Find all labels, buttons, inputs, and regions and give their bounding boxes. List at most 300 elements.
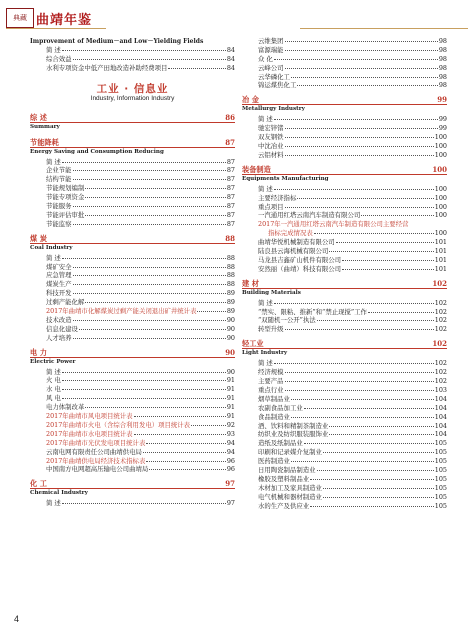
- entry-page: 87: [226, 210, 235, 219]
- entry-title: 橡胶及塑料制品业: [258, 474, 310, 483]
- entry-page: 104: [434, 412, 447, 421]
- entry-page: 98: [438, 45, 447, 54]
- entry-page: 94: [226, 447, 235, 456]
- toc-entry: [242, 210, 447, 219]
- dot-leader: [317, 470, 434, 471]
- toc-entry: [242, 412, 447, 421]
- dot-leader: [310, 479, 434, 480]
- toc-entry: [242, 255, 447, 264]
- entry-page: 104: [434, 421, 447, 430]
- section-page: 88: [225, 233, 235, 243]
- dot-leader: [85, 302, 226, 303]
- dot-leader: [62, 162, 226, 163]
- entry-page: 98: [438, 81, 447, 90]
- header-rule: [6, 28, 106, 29]
- toc-entry: [242, 298, 447, 307]
- entry-title: 节能专项资金: [46, 193, 85, 202]
- dot-leader: [297, 85, 438, 86]
- entry-title: 经济规模: [258, 368, 284, 377]
- section-heading: [30, 234, 235, 244]
- entry-page: 100: [434, 193, 447, 202]
- toc-entry: [242, 54, 447, 63]
- dot-leader: [62, 503, 226, 504]
- entry-page: 100: [434, 211, 447, 220]
- toc-entry: [242, 246, 447, 255]
- toc-entry: [242, 315, 447, 324]
- toc-entry: [30, 63, 235, 72]
- toc-entry: [242, 132, 447, 141]
- toc-entry: [242, 501, 447, 510]
- toc-entry: [242, 492, 447, 501]
- entry-page: 90: [226, 315, 235, 324]
- entry-page: 102: [434, 325, 447, 334]
- section-heading: [242, 95, 447, 105]
- entry-title: 重点行业: [258, 385, 284, 394]
- entry-page: 98: [438, 63, 447, 72]
- toc-entry: [30, 157, 235, 166]
- entry-title: 云峰公司: [258, 63, 284, 72]
- entry-title: 食品制造业: [258, 412, 290, 421]
- section-english-title: Equipments Manufacturing: [242, 175, 329, 182]
- entry-page: 87: [226, 219, 235, 228]
- dot-leader: [304, 408, 434, 409]
- entry-title: 驰宏锌锗: [258, 124, 284, 133]
- entry-page: 88: [226, 253, 235, 262]
- section-page: 90: [225, 347, 235, 357]
- entry-title: 过剩产能化解: [46, 298, 85, 307]
- dot-leader: [85, 197, 226, 198]
- entry-title: 酒、饮料和精制茶制造业: [258, 421, 329, 430]
- entry-page: 84: [226, 54, 235, 63]
- toc-entry: [242, 63, 447, 72]
- entry-page: 91: [226, 394, 235, 403]
- section-title: 电 力: [30, 347, 47, 357]
- section-heading: [30, 479, 235, 489]
- toc-entry: [30, 402, 235, 411]
- toc-entry: [30, 367, 235, 376]
- dot-leader: [329, 434, 434, 435]
- entry-page: 101: [434, 238, 447, 247]
- dot-leader: [62, 50, 226, 51]
- dot-leader: [85, 188, 226, 189]
- dot-leader: [73, 284, 226, 285]
- entry-page: 105: [434, 492, 447, 501]
- dot-leader: [134, 416, 226, 417]
- page-header: [0, 0, 468, 30]
- entry-page: 105: [434, 474, 447, 483]
- dot-leader: [285, 329, 434, 330]
- entry-page: 101: [434, 255, 447, 264]
- dot-leader: [323, 488, 434, 489]
- entry-page: 98: [438, 72, 447, 81]
- entry-title: 云南电网有限责任公司曲靖供电局: [46, 447, 142, 456]
- entry-page: 100: [434, 202, 447, 211]
- dot-leader: [297, 198, 433, 199]
- entry-title: 中沈冶业: [258, 142, 284, 151]
- section-title: 装备制造: [242, 164, 271, 174]
- dot-leader: [197, 311, 225, 312]
- dot-leader: [285, 41, 438, 42]
- toc-entry: [30, 36, 235, 45]
- dot-leader: [149, 469, 226, 470]
- dot-leader: [291, 417, 434, 418]
- toc-entry: [30, 411, 235, 420]
- entry-title: 2017年曲靖市水电项目统计表: [46, 429, 133, 438]
- section-title: 节能降耗: [30, 137, 59, 147]
- section-heading: [242, 165, 447, 175]
- entry-title: 陆良县云海机械有限公司: [258, 247, 329, 256]
- entry-page: 104: [434, 394, 447, 403]
- dot-leader: [310, 506, 434, 507]
- entry-title: 结构节能: [46, 175, 72, 184]
- toc-entry: [242, 474, 447, 483]
- entry-title: 节能服务: [46, 202, 72, 211]
- dot-leader: [134, 434, 226, 435]
- entry-title: 风 电: [46, 394, 61, 403]
- toc-entry: [30, 174, 235, 183]
- dot-leader: [73, 179, 226, 180]
- dot-leader: [274, 119, 438, 120]
- section-page: 87: [225, 137, 235, 147]
- toc-entry: [30, 375, 235, 384]
- entry-title: 煤炭生产: [46, 280, 72, 289]
- section-english-title: Energy Saving and Consumption Reducing: [30, 148, 164, 155]
- toc-entry: [30, 279, 235, 288]
- entry-page: 105: [434, 448, 447, 457]
- part-title: 工业 · 信息业: [96, 82, 169, 95]
- entry-page: 87: [226, 157, 235, 166]
- entry-title: 曲靖华悦机械制造有限公司: [258, 238, 335, 247]
- dot-leader: [317, 320, 434, 321]
- entry-page: 84: [226, 63, 235, 72]
- toc-entry: [30, 270, 235, 279]
- toc-entry: [242, 456, 447, 465]
- entry-title: 一汽通用红塔云南汽车制造有限公司: [258, 211, 361, 220]
- section-title: 建 材: [242, 278, 259, 288]
- entry-title: “禁实、限粘、推新”和“禁止现搅”工作: [258, 307, 367, 316]
- entry-page: 104: [434, 430, 447, 439]
- toc-entry: [30, 393, 235, 402]
- toc-entry: [30, 447, 235, 456]
- dot-leader: [285, 381, 434, 382]
- entry-title: 简 述: [258, 115, 273, 124]
- toc-entry: [242, 376, 447, 385]
- entry-title: 转型升级: [258, 325, 284, 334]
- toc-entry: [30, 183, 235, 192]
- entry-page: 90: [226, 367, 235, 376]
- entry-page: 100: [434, 150, 447, 159]
- entry-title: 节能评估审批: [46, 210, 85, 219]
- toc-entry: [242, 394, 447, 403]
- toc-entry: [30, 45, 235, 54]
- dot-leader: [285, 207, 434, 208]
- section-english-title: Summary: [30, 123, 60, 130]
- toc-entry: [30, 384, 235, 393]
- entry-title: 电力体制改革: [46, 403, 85, 412]
- entry-page: 101: [434, 247, 447, 256]
- toc-entry: [30, 306, 235, 315]
- section-page: 99: [437, 95, 447, 105]
- entry-page: 92: [226, 420, 235, 429]
- toc-entry: [242, 184, 447, 193]
- entry-title: 云维集团: [258, 37, 284, 45]
- toc-entry: [30, 456, 235, 465]
- entry-title: 富源瑞能: [258, 45, 284, 54]
- toc-entry: [242, 36, 447, 45]
- entry-page: 89: [226, 289, 235, 298]
- dot-leader: [73, 59, 226, 60]
- section-title: 化 工: [30, 479, 47, 489]
- entry-title: 云华磷化工: [258, 72, 290, 81]
- toc-entry: [30, 262, 235, 271]
- entry-title: 简 述: [46, 253, 61, 262]
- dot-leader: [62, 372, 226, 373]
- entry-title: 纺织业及纺织服装服饰业: [258, 430, 329, 439]
- entry-title: 企业节能: [46, 166, 72, 175]
- toc-entry: [30, 219, 235, 228]
- section-heading: [242, 339, 447, 349]
- entry-page: 104: [434, 403, 447, 412]
- entry-page: 93: [226, 429, 235, 438]
- section-page: 86: [225, 112, 235, 122]
- toc-entry: [30, 333, 235, 342]
- toc-entry: [30, 420, 235, 429]
- entry-page: 96: [226, 465, 235, 474]
- toc-entry: [30, 210, 235, 219]
- dot-leader: [62, 389, 226, 390]
- header-rule-right: [300, 28, 468, 29]
- entry-title: 2017年曲靖市火电（含综合利用发电）项目统计表: [46, 420, 191, 429]
- entry-page: 84: [226, 45, 235, 54]
- toc-entry: [30, 438, 235, 447]
- toc-entry: [242, 421, 447, 430]
- toc-entry: [242, 465, 447, 474]
- entry-title: 简 述: [46, 157, 61, 166]
- entry-title: 节能监察: [46, 219, 72, 228]
- entry-page: 94: [226, 438, 235, 447]
- toc-entry: [30, 253, 235, 262]
- toc-entry: [242, 219, 447, 228]
- entry-title: “双随机一公开”执法: [258, 316, 316, 325]
- entry-page: 105: [434, 439, 447, 448]
- section-page: 100: [432, 164, 447, 174]
- toc-entry: [242, 358, 447, 367]
- entry-page: 88: [226, 271, 235, 280]
- entry-title: 医药制造业: [258, 457, 290, 466]
- entry-title: 水 电: [46, 385, 61, 394]
- toc-entry: [242, 264, 447, 273]
- dot-leader: [285, 137, 434, 138]
- entry-page: 100: [434, 142, 447, 151]
- dot-leader: [291, 77, 438, 78]
- toc-entry: [242, 193, 447, 202]
- dot-leader: [304, 443, 434, 444]
- entry-title: 2017年曲靖供电局经济技术指标表: [46, 456, 146, 465]
- section-page: 102: [432, 339, 447, 349]
- section-title: 轻工业: [242, 339, 264, 349]
- section-english-title: Metallurgy Industry: [242, 106, 305, 113]
- entry-page: 96: [226, 456, 235, 465]
- entry-title: 马龙县吉鑫矿山机件有限公司: [258, 255, 342, 264]
- entry-page: 87: [226, 175, 235, 184]
- toc-entry: [242, 483, 447, 492]
- dot-leader: [285, 372, 434, 373]
- toc-right-column: [242, 36, 447, 509]
- entry-title: 2017年曲靖市化解煤炭过剩产能关闭退出矿井统计表: [46, 307, 197, 316]
- entry-page: 89: [226, 307, 235, 316]
- entry-page: 105: [434, 501, 447, 510]
- dot-leader: [342, 260, 434, 261]
- entry-title: 重点项目: [258, 202, 284, 211]
- dot-leader: [274, 189, 434, 190]
- entry-title: 安然丽（曲靖）科技有限公司: [258, 264, 342, 273]
- entry-title: 云铝材料: [258, 150, 284, 159]
- toc-entry: [30, 201, 235, 210]
- entry-page: 102: [434, 298, 447, 307]
- toc-entry: [242, 80, 447, 89]
- entry-page: 91: [226, 376, 235, 385]
- dot-leader: [73, 338, 226, 339]
- entry-page: 97: [226, 499, 235, 508]
- entry-title: 2017年曲靖市光伏发电项目统计表: [46, 438, 146, 447]
- toc-entry: [30, 54, 235, 63]
- entry-page: 89: [226, 298, 235, 307]
- section-english-title: Electric Power: [30, 358, 76, 365]
- dot-leader: [73, 170, 226, 171]
- dot-leader: [336, 242, 434, 243]
- entry-title: 简 述: [46, 367, 61, 376]
- dot-leader: [79, 329, 226, 330]
- section-english-title: Coal Industry: [30, 244, 73, 251]
- entry-page: 100: [434, 133, 447, 142]
- entry-title: 中国南方电网超高压输电公司曲靖局: [46, 465, 149, 474]
- entry-title: 技术改造: [46, 315, 72, 324]
- entry-page: 102: [434, 368, 447, 377]
- toc-entry: [242, 141, 447, 150]
- toc-entry: [242, 114, 447, 123]
- entry-page: 91: [226, 385, 235, 394]
- entry-title: 简 述: [258, 298, 273, 307]
- dot-leader: [62, 380, 226, 381]
- dot-leader: [323, 497, 434, 498]
- entry-page: 87: [226, 202, 235, 211]
- entry-title: 简 述: [46, 45, 61, 54]
- entry-page: 102: [434, 377, 447, 386]
- toc-entry: [242, 324, 447, 333]
- dot-leader: [342, 269, 434, 270]
- entry-page: 99: [438, 124, 447, 133]
- dot-leader: [62, 258, 226, 259]
- dot-leader: [368, 312, 434, 313]
- dot-leader: [73, 224, 226, 225]
- entry-page: 103: [434, 385, 447, 394]
- dot-leader: [274, 363, 434, 364]
- entry-title: 火 电: [46, 376, 61, 385]
- entry-title: 应急管理: [46, 271, 72, 280]
- dot-leader: [329, 426, 434, 427]
- dot-leader: [85, 407, 226, 408]
- dot-leader: [73, 320, 226, 321]
- toc-entry: [30, 498, 235, 507]
- entry-title: 简 述: [46, 499, 61, 508]
- dot-leader: [62, 398, 226, 399]
- dot-leader: [274, 303, 434, 304]
- dot-leader: [285, 155, 434, 156]
- dot-leader: [143, 452, 226, 453]
- toc-entry: [30, 324, 235, 333]
- entry-title: 指标完成情况表: [268, 229, 313, 238]
- toc-entry: [30, 165, 235, 174]
- section-page: 102: [432, 278, 447, 288]
- dot-leader: [285, 390, 434, 391]
- entry-page: 90: [226, 324, 235, 333]
- dot-leader: [285, 68, 438, 69]
- entry-title: 人才培养: [46, 333, 72, 342]
- entry-title: 造纸及纸制品业: [258, 439, 303, 448]
- entry-page: 98: [438, 37, 447, 45]
- toc-entry: [30, 315, 235, 324]
- toc-entry: [30, 297, 235, 306]
- page-number: 4: [14, 614, 20, 624]
- section-heading: [242, 279, 447, 289]
- toc-entry: [242, 150, 447, 159]
- dot-leader: [314, 233, 434, 234]
- entry-title: 水的生产及供应业: [258, 501, 310, 510]
- entry-page: 105: [434, 457, 447, 466]
- entry-title: 煤矿安全: [46, 262, 72, 271]
- dot-leader: [168, 68, 225, 69]
- toc-entry: [242, 403, 447, 412]
- entry-page: 101: [434, 264, 447, 273]
- entry-title: 简 述: [258, 359, 273, 368]
- toc-entry: [242, 447, 447, 456]
- dot-leader: [146, 461, 226, 462]
- section-english-title: Building Materials: [242, 289, 301, 296]
- entry-page: 100: [434, 184, 447, 193]
- dot-leader: [73, 267, 226, 268]
- entry-page: 88: [226, 280, 235, 289]
- toc-entry: [242, 429, 447, 438]
- section-title: 综 述: [30, 112, 47, 122]
- entry-page: 105: [434, 465, 447, 474]
- dot-leader: [73, 275, 226, 276]
- section-heading: [30, 138, 235, 148]
- toc-entry: [242, 367, 447, 376]
- entry-title: 印刷和记录媒介复制业: [258, 448, 322, 457]
- logo: 典藏: [6, 8, 34, 28]
- dot-leader: [285, 50, 438, 51]
- toc-entry: [242, 438, 447, 447]
- toc-entry: [30, 288, 235, 297]
- dot-leader: [191, 425, 226, 426]
- dot-leader: [73, 206, 226, 207]
- entry-title: 2017年一汽通用红塔云南汽车制造有限公司主要经营: [258, 220, 409, 229]
- dot-leader: [361, 215, 434, 216]
- entry-page: 87: [226, 166, 235, 175]
- entry-title: 主要经济指标: [258, 193, 297, 202]
- entry-title: 信息化建设: [46, 324, 78, 333]
- section-heading: [30, 113, 235, 123]
- entry-title: 烟草制品业: [258, 394, 290, 403]
- entry-title: 日用陶瓷制品制造业: [258, 465, 316, 474]
- dot-leader: [291, 461, 434, 462]
- dot-leader: [291, 399, 434, 400]
- entry-page: 90: [226, 333, 235, 342]
- part-subtitle: Industry, Information Industry: [90, 94, 175, 102]
- entry-page: 91: [226, 403, 235, 412]
- toc-entry: [30, 429, 235, 438]
- toc-entry: [242, 307, 447, 316]
